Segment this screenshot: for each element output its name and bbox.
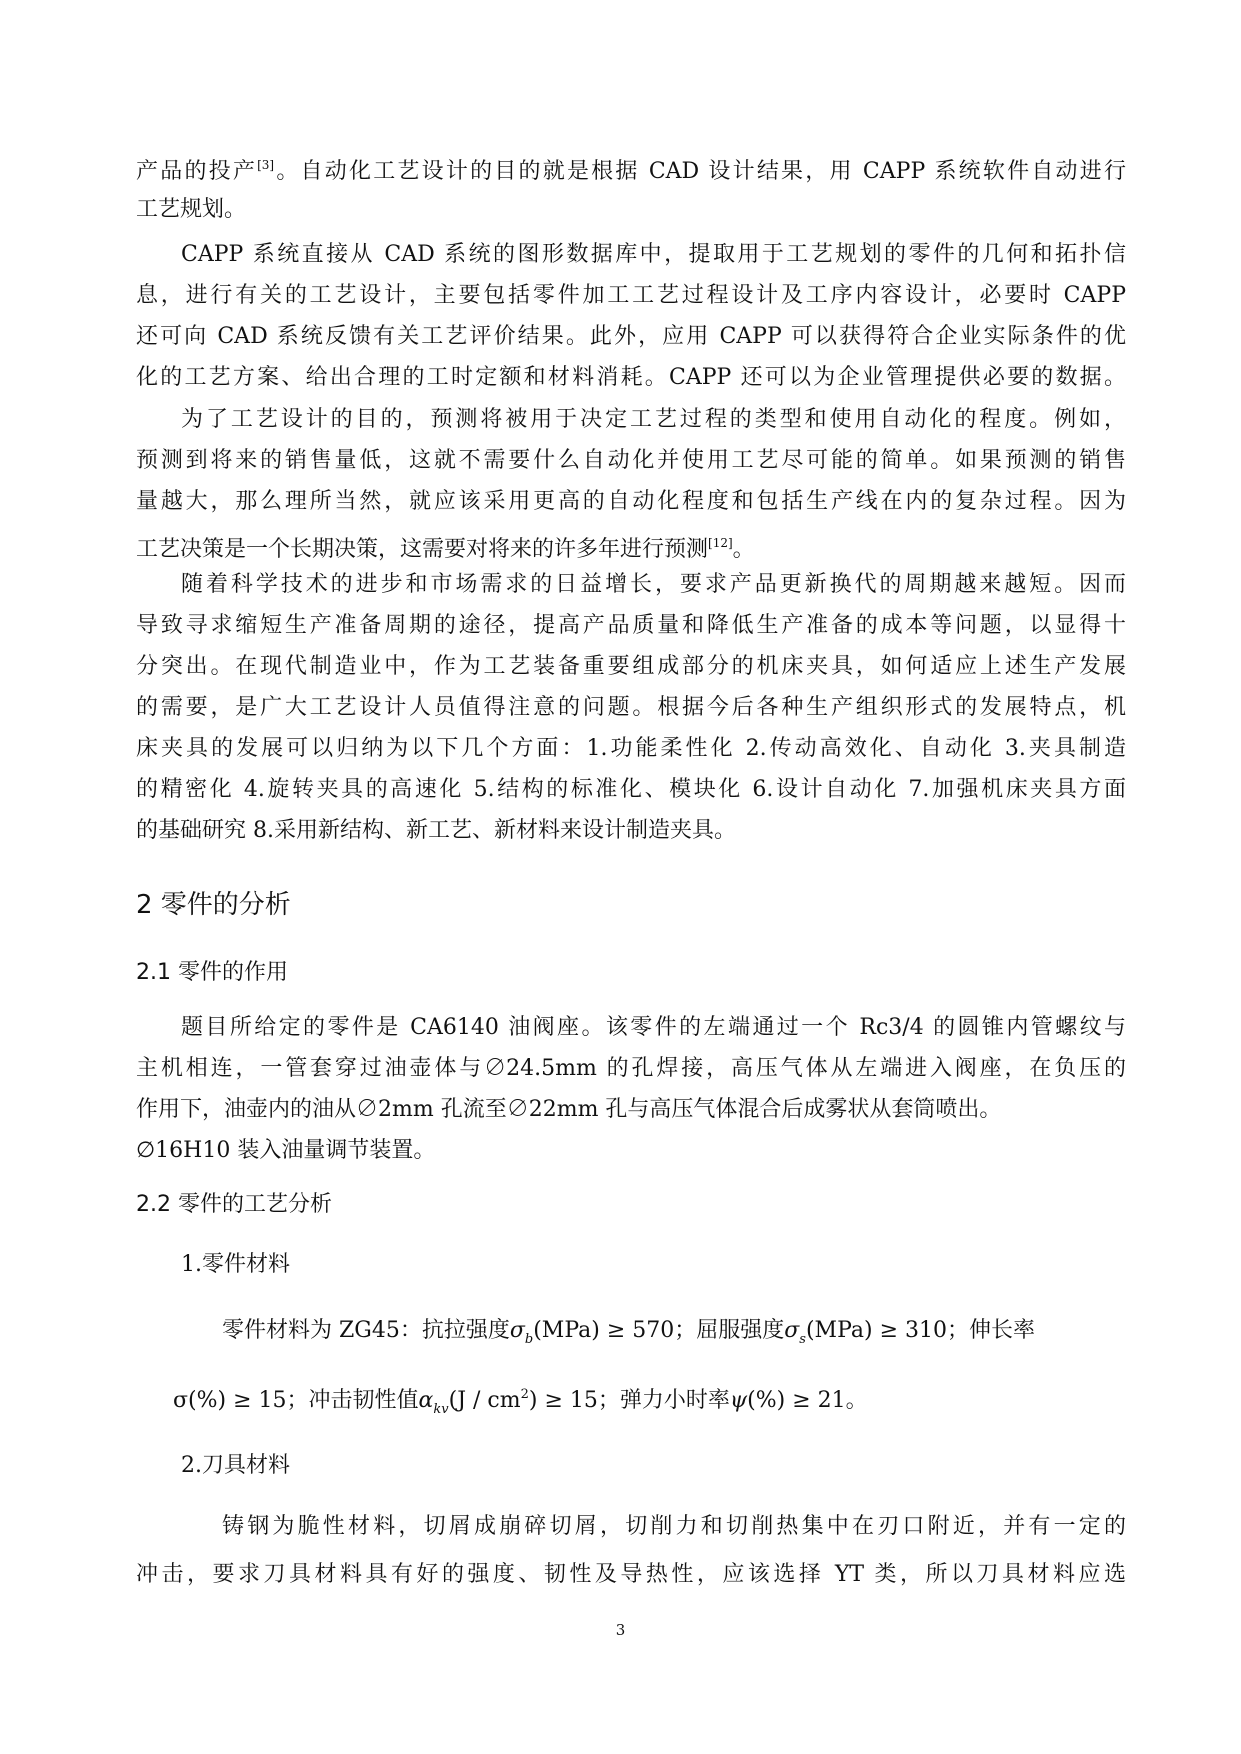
paragraph-line: 为了工艺设计的目的，预测将被用于决定工艺过程的类型和使用自动化的程度。例如，: [181, 407, 1126, 432]
paragraph-line: 冲击，要求刀具材料具有好的强度、韧性及导热性，应该选择 YT 类，所以刀具材料应选: [136, 1562, 1126, 1587]
paragraph-line: 还可向 CAD 系统反馈有关工艺评价结果。此外，应用 CAPP 可以获得符合企业实际条件的优: [136, 324, 1126, 349]
paragraph-line: 工艺规划。: [136, 197, 247, 222]
paragraph-line: 量越大，那么理所当然，就应该采用更高的自动化程度和包括生产线在内的复杂过程。因为: [136, 489, 1126, 514]
citation-ref: [12]: [708, 536, 733, 550]
paragraph-line: 的需要，是广大工艺设计人员值得注意的问题。根据今后各种生产组织形式的发展特点，机: [136, 695, 1126, 720]
list-item-title: 1.零件材料: [181, 1252, 290, 1277]
paragraph-line: 作用下，油壶内的油从∅2mm 孔流至∅22mm 孔与高压气体混合后成雾状从套筒喷出。: [136, 1097, 1002, 1122]
paragraph-line: 题目所给定的零件是 CA6140 油阀座。该零件的左端通过一个 Rc3/4 的圆锥内管螺纹与: [181, 1015, 1126, 1040]
paragraph-line: 随着科学技术的进步和市场需求的日益增长，要求产品更新换代的周期越来越短。因而: [181, 572, 1126, 597]
paragraph-line: 主机相连，一管套穿过油壶体与∅24.5mm 的孔焊接，高压气体从左端进入阀座，在负压的: [136, 1056, 1126, 1081]
paragraph-line: 分突出。在现代制造业中，作为工艺装备重要组成部分的机床夹具，如何适应上述生产发展: [136, 654, 1126, 679]
material-properties-line: σ(%) ≥ 15；冲击韧性值$\alpha_{kv}(J / cm^2) \ge 15$；弹力小时率ψ(%) ≥ 21。: [173, 1387, 868, 1417]
subsection-heading: 2.2 零件的工艺分析: [136, 1192, 332, 1217]
paragraph-line: 化的工艺方案、给出合理的工时定额和材料消耗。CAPP 还可以为企业管理提供必要的数据。: [136, 365, 1126, 390]
paragraph-line: 产品的投产[3]。自动化工艺设计的目的就是根据 CAD 设计结果，用 CAPP 系统软件自动进行: [136, 158, 1126, 184]
paragraph-line: 铸钢为脆性材料，切屑成崩碎切屑，切削力和切削热集中在刃口附近，并有一定的: [222, 1514, 1126, 1539]
paragraph-line: 的基础研究 8.采用新结构、新工艺、新材料来设计制造夹具。: [136, 818, 736, 843]
paragraph-line: 预测到将来的销售量低，这就不需要什么自动化并使用工艺尽可能的简单。如果预测的销售: [136, 448, 1126, 473]
material-properties-line: 零件材料为 ZG45：抗拉强度$\sigma_b(MPa) \ge 570$；屈服强度$\sigma_s(MPa) \ge 310$；伸长率: [222, 1318, 1036, 1347]
subsection-heading: 2.1 零件的作用: [136, 960, 288, 985]
section-heading: 2 零件的分析: [136, 890, 291, 920]
list-item-title: 2.刀具材料: [181, 1453, 290, 1478]
paragraph-line: 床夹具的发展可以归纳为以下几个方面：1.功能柔性化 2.传动高效化、自动化 3.夹具制造: [136, 736, 1126, 761]
paragraph-line: CAPP 系统直接从 CAD 系统的图形数据库中，提取用于工艺规划的零件的几何和拓扑信: [181, 242, 1126, 267]
paragraph-line: 导致寻求缩短生产准备周期的途径，提高产品质量和降低生产准备的成本等问题，以显得十: [136, 613, 1126, 638]
paragraph-line: 息，进行有关的工艺设计，主要包括零件加工工艺过程设计及工序内容设计，必要时 CAPP: [136, 283, 1126, 308]
paragraph-line: ∅16H10 装入油量调节装置。: [136, 1138, 436, 1163]
paragraph-line: 工艺决策是一个长期决策，这需要对将来的许多年进行预测[12]。: [136, 536, 755, 562]
citation-ref: [3]: [257, 158, 275, 172]
paragraph-line: 的精密化 4.旋转夹具的高速化 5.结构的标准化、模块化 6.设计自动化 7.加强机床夹具方面: [136, 777, 1126, 802]
page-number: 3: [615, 1621, 626, 1639]
